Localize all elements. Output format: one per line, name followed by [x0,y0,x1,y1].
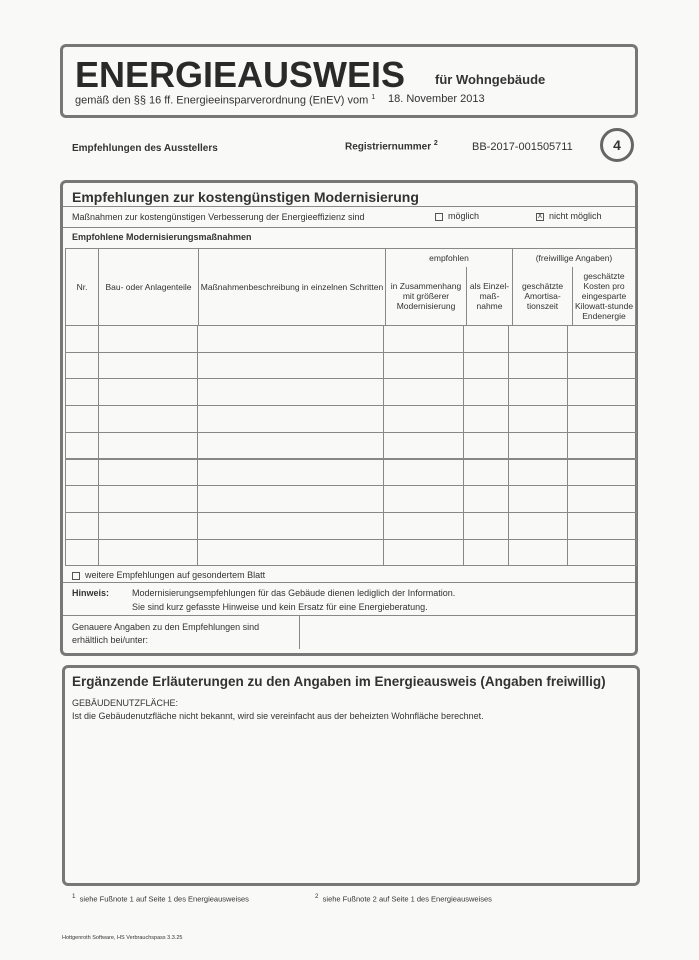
col-kosten: geschätzte Kosten pro eingesparte Kilowatt-stunde Endenergie [573,267,636,326]
table-cell[interactable] [508,539,568,567]
measures-table [65,248,636,326]
modernisierung-title: Empfehlungen zur kostengünstigen Modernisierung [72,189,419,205]
footnote-2-text: siehe Fußnote 2 auf Seite 1 des Energieausweises [322,894,492,904]
table-cell[interactable] [98,432,198,460]
table-cell[interactable] [98,325,198,353]
table-cell[interactable] [463,512,509,540]
table-cell[interactable] [98,378,198,406]
option-not-possible-label: nicht möglich [549,211,602,221]
table-cell[interactable] [65,405,99,433]
hint-label: Hinweis: [72,588,110,598]
table-cell[interactable] [383,405,464,433]
col-amortisation: geschätzte Amortisa-tionszeit [513,267,573,326]
table-cell[interactable] [65,378,99,406]
legal-basis [75,94,375,107]
option-not-possible[interactable] [536,211,602,221]
document-title: ENERGIEAUSWEIS [75,54,406,95]
divider [63,206,635,207]
footnote-1 [72,893,249,904]
table-cell[interactable] [508,485,568,513]
table-cell[interactable] [383,459,464,487]
table-cell[interactable] [567,512,637,540]
table-cell[interactable] [98,512,198,540]
divider [63,227,635,228]
col-beschreibung: Maßnahmenbeschreibung in einzelnen Schritten [199,249,386,326]
enev-date: 18. November 2013 [388,93,485,105]
table-cell[interactable] [508,432,568,460]
more-recommendations-label: weitere Empfehlungen auf gesondertem Blatt [85,570,266,580]
col-bauteile: Bau- oder Anlagenteile [99,249,199,326]
table-cell[interactable] [197,512,384,540]
footnote-ref: 1 [72,893,76,900]
erlaeuterungen-heading: GEBÄUDENUTZFLÄCHE: [72,698,179,708]
col-nr: Nr. [66,249,99,326]
divider [63,582,635,583]
table-cell[interactable] [567,352,637,380]
table-cell[interactable] [98,539,198,567]
software-credit: Hottgenroth Software, HS Verbrauchspass 3.3.25 [62,935,183,941]
col-freiwillig: (freiwillige Angaben) [513,249,636,267]
table-cell[interactable] [98,485,198,513]
table-cell[interactable] [383,352,464,380]
table-cell[interactable] [197,432,384,460]
footnote-ref: 1 [371,94,376,101]
checkbox-possible[interactable] [435,213,443,221]
more-recommendations[interactable] [72,570,265,580]
registration-label-text: Registriernummer [345,141,432,153]
table-cell[interactable] [463,485,509,513]
table-cell[interactable] [508,378,568,406]
table-cell[interactable] [197,405,384,433]
table-cell[interactable] [463,378,509,406]
table-cell[interactable] [98,405,198,433]
measures-subheading: Empfohlene Modernisierungsmaßnahmen [72,232,252,242]
table-cell[interactable] [567,405,637,433]
table-cell[interactable] [567,325,637,353]
table-cell[interactable] [508,512,568,540]
table-cell[interactable] [98,459,198,487]
registration-label [345,140,438,152]
table-cell[interactable] [567,378,637,406]
table-cell[interactable] [65,512,99,540]
registration-number: BB-2017-001505711 [472,141,573,153]
table-cell[interactable] [65,432,99,460]
table-cell[interactable] [197,325,384,353]
table-cell[interactable] [463,352,509,380]
table-cell[interactable] [383,512,464,540]
col-empfohlen: empfohlen [386,249,513,267]
erlaeuterungen-text: Ist die Gebäudenutzfläche nicht bekannt, wird sie vereinfacht aus der beheizten Wohnfläche berechnet. [72,711,484,721]
table-cell[interactable] [508,352,568,380]
table-cell[interactable] [508,459,568,487]
checkbox-not-possible[interactable]: X [537,212,543,220]
table-cell[interactable] [65,352,99,380]
details-label: Genauere Angaben zu den Empfehlungen sind erhältlich bei/unter: [72,622,260,645]
col-einzel: als Einzel-maß-nahme [467,267,513,326]
table-cell[interactable] [567,432,637,460]
table-cell[interactable] [508,325,568,353]
checkbox-more[interactable] [72,572,80,580]
table-cell[interactable] [98,352,198,380]
document-subtitle: für Wohngebäude [435,72,546,87]
table-cell[interactable] [383,539,464,567]
table-cell[interactable] [463,459,509,487]
table-cell[interactable] [463,325,509,353]
details-value[interactable] [300,616,634,648]
page-number-badge: 4 [600,128,634,162]
table-cell[interactable] [65,325,99,353]
table-cell[interactable] [463,432,509,460]
table-cell[interactable] [65,485,99,513]
table-cell[interactable] [383,432,464,460]
table-cell[interactable] [383,325,464,353]
col-zusammenhang: in Zusammenhang mit größerer Modernisierung [386,267,467,326]
footnote-1-text: siehe Fußnote 1 auf Seite 1 des Energieausweises [79,894,249,904]
footnote-ref: 2 [315,893,319,900]
hint-line-1: Modernisierungsempfehlungen für das Gebäude dienen lediglich der Information. [132,588,456,598]
table-cell[interactable] [197,352,384,380]
table-cell[interactable] [197,378,384,406]
table-cell[interactable] [383,378,464,406]
table-cell[interactable] [65,459,99,487]
section-label: Empfehlungen des Ausstellers [72,143,218,154]
option-possible[interactable] [435,211,479,221]
table-cell[interactable] [463,539,509,567]
table-cell[interactable] [463,405,509,433]
footnote-ref: 2 [433,140,438,147]
table-cell[interactable] [65,539,99,567]
measures-text: Maßnahmen zur kostengünstigen Verbesserung der Energieeffizienz sind [72,212,365,222]
erlaeuterungen-title: Ergänzende Erläuterungen zu den Angaben im Energieausweis (Angaben freiwillig) [72,674,606,689]
hint-line-2: Sie sind kurz gefasste Hinweise und kein Ersatz für eine Energieberatung. [132,602,428,612]
table-cell[interactable] [383,485,464,513]
legal-basis-text: gemäß den §§ 16 ff. Energieeinsparverordnung (EnEV) vom [75,94,369,107]
table-cell[interactable] [567,539,637,567]
table-cell[interactable] [197,539,384,567]
table-cell[interactable] [508,405,568,433]
table-cell[interactable] [567,459,637,487]
table-cell[interactable] [197,459,384,487]
table-cell[interactable] [197,485,384,513]
table-cell[interactable] [567,485,637,513]
footnote-2 [315,893,492,904]
option-possible-label: möglich [448,211,480,221]
